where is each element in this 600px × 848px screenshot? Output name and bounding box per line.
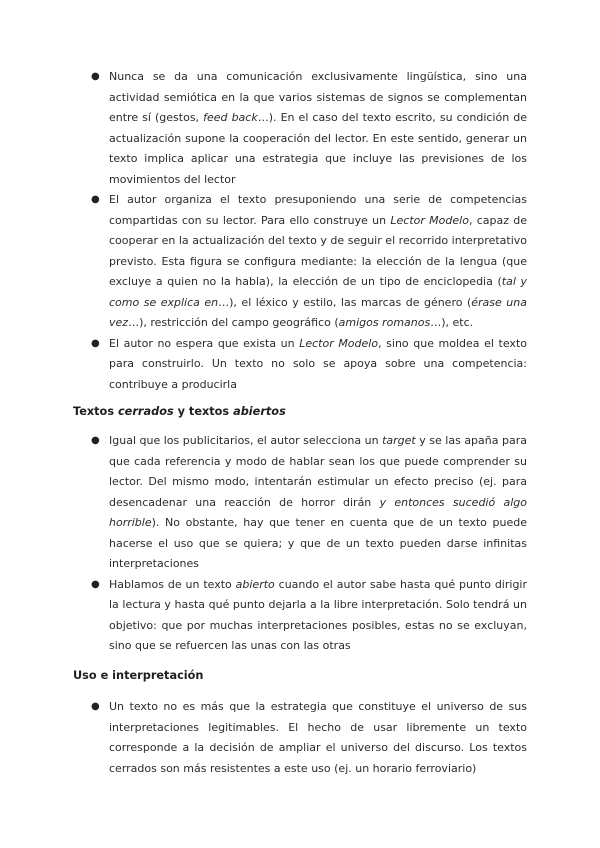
italic-run: cerrados [117, 405, 174, 418]
italic-run: Lector Modelo [299, 336, 379, 350]
text-run: Nunca se da una comunicación exclusivamente lingüística, sino una actividad semiótica en la que varios sistemas de signos se complementan entre sí (gestos, [109, 70, 527, 124]
italic-run: érase una vez [109, 295, 527, 329]
text-run: Textos [73, 405, 118, 418]
bullet-icon: ● [91, 71, 100, 82]
bullet-icon: ● [91, 435, 100, 446]
italic-run: amigos romanos [338, 316, 431, 329]
text-run: El autor organiza el texto presuponiendo una serie de competencias compartidas con su lector. Para ello construye un [109, 193, 527, 227]
text-run: El autor no espera que exista un [109, 336, 300, 350]
text-run: , capaz de cooperar en la actualización del texto y de seguir el recorrido interpretativo previsto. Esta figura se configura mediante: la elección de la lengua (que excluye a quien no la habla), la elección de un tipo de enciclopedia ( [109, 213, 528, 288]
list-item-text [109, 70, 527, 186]
italic-run: feed back [203, 111, 258, 124]
bullet-icon: ● [91, 337, 100, 349]
list-item [91, 697, 527, 779]
bullet-list-2 [0, 431, 527, 657]
text-run: …). En el caso del texto escrito, su condición de actualización supone la cooperación del lector. En este sentido, generar un texto implica aplicar una estrategia que incluye las previsiones de los movimientos del lector [109, 111, 528, 186]
text-run: Igual que los publicitarios, el autor selecciona un [109, 434, 383, 447]
list-item [91, 190, 528, 334]
list-item [91, 334, 527, 396]
bullet-icon: ● [91, 578, 100, 590]
text-run: …), etc. [430, 316, 474, 329]
bullet-icon: ● [91, 701, 100, 712]
list-item [91, 67, 528, 190]
list-item-text [109, 193, 527, 329]
italic-run: y entonces sucedió algo horrible [109, 495, 527, 529]
text-run: …), el léxico y estilo, las marcas de género ( [218, 295, 472, 309]
bullet-list-1 [0, 67, 527, 395]
italic-run: Lector Modelo [390, 213, 469, 227]
italic-run: tal y como se explica en [109, 275, 527, 309]
text-run: …), restricción del campo geográfico ( [128, 316, 339, 329]
text-run: Hablamos de un texto [109, 577, 236, 591]
text-run: y se las apaña para que cada referencia y modo de hablar sean los que puede comprender su lector. Del mismo modo, intentarán estimular un efecto preciso (ej. para desencadenar una reacción de horror dirán [109, 434, 527, 509]
list-item [91, 575, 528, 657]
list-item-text [109, 337, 527, 391]
italic-run: abiertos [233, 405, 286, 418]
heading-textos-cerrados-abiertos [73, 405, 286, 419]
text-run: ). No obstante, hay que tener en cuenta que de un texto puede hacerse el uso que se quiera; y que de un texto pueden darse infinitas interpretaciones [109, 516, 527, 570]
list-item [91, 431, 527, 575]
heading-uso-interpretacion [73, 669, 203, 683]
list-item-text [109, 700, 527, 775]
list-item-text [109, 578, 527, 653]
bullet-list-3 [0, 697, 527, 779]
text-run: Un texto no es más que la estrategia que constituye el universo de sus interpretaciones legitimables. El hecho de usar libremente un texto corresponde a la decisión de ampliar el universo del discurso. Los textos cerrados son más resistentes a este uso (ej. un horario ferroviario) [109, 700, 527, 775]
text-run: , sino que moldea el texto para construirlo. Un texto no solo se apoya sobre una competencia: contribuye a producirla [109, 336, 527, 391]
italic-run: abierto [235, 577, 275, 591]
italic-run: target [382, 434, 416, 447]
text-run: cuando el autor sabe hasta qué punto dirigir la lectura y hasta qué punto dejarla a la libre interpretación. Solo tendrá un objetivo: que por muchas interpretaciones posibles, estas no se excluyan, sino que se refuercen las unas con las otras [109, 577, 528, 652]
text-run: Uso e interpretación [73, 669, 204, 682]
bullet-icon: ● [91, 194, 100, 205]
text-run: y textos [173, 405, 234, 418]
list-item-text [109, 434, 527, 570]
